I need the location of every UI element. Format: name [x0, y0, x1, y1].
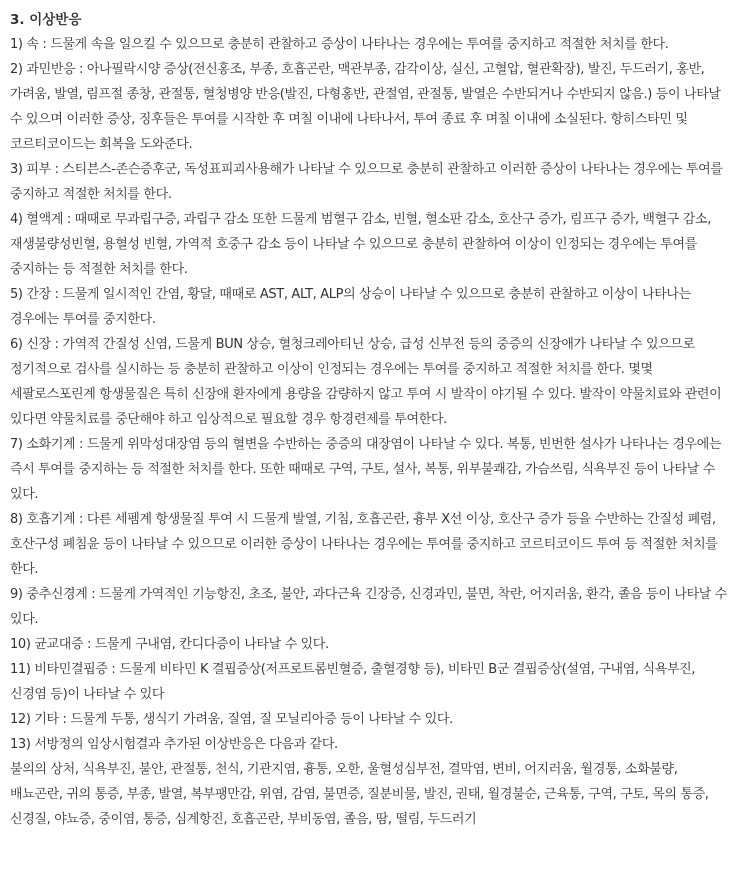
adverse-reaction-item-digestive: 7) 소화기계 : 드물게 위막성대장염 등의 혈변을 수반하는 중증의 대장염이 나타날 수 있다. 복통, 빈번한 설사가 나타나는 경우에는 즉시 투여를 중지하는 등 적절한 처치를 한다. 또한 때때로 구역, 구토, 설사, 복통, 위부불쾌감, 가슴쓰림, 식욕부진 등이 나타날 수 있다. — [10, 437, 722, 502]
adverse-reaction-item-other: 12) 기타 : 드물게 두통, 생식기 가려움, 질염, 질 모닐리아증 등이 나타날 수 있다. — [10, 712, 453, 727]
adverse-reaction-item-shock: 1) 속 : 드물게 속을 일으킬 수 있으므로 충분히 관찰하고 증상이 나타나는 경우에는 투여를 중지하고 적절한 처치를 한다. — [10, 37, 669, 52]
adverse-reaction-item-superinfection: 10) 균교대증 : 드물게 구내염, 칸디다증이 나타날 수 있다. — [10, 637, 329, 652]
section-heading: 3. 이상반응 — [10, 12, 82, 28]
adverse-reaction-item-clinical-trial: 13) 서방정의 임상시험결과 추가된 이상반응은 다음과 같다. — [10, 737, 338, 752]
adverse-reaction-item-cns: 9) 중추신경계 : 드물게 가역적인 기능항진, 초조, 불안, 과다근육 긴장증, 신경과민, 불면, 착란, 어지러움, 환각, 졸음 등이 나타날 수 있다. — [10, 587, 727, 627]
adverse-reaction-item-kidney: 6) 신장 : 가역적 간질성 신염, 드물게 BUN 상승, 혈청크레아티닌 상승, 급성 신부전 등의 중증의 신장애가 나타날 수 있으므로 정기적으로 검사를 실시하는 등 충분히 관찰하고 이상이 인정되는 경우에는 투여를 중지하고 적절한 처치를 한다. 몇몇 세팔로스포린계 항생물질은 특히 신장애 환자에게 용량을 감량하지 않고 투여 시 발작이 야기될 수 있다. 발작이 약물치료와 관련이 있다면 약물치료를 중단해야 하고 임상적으로 필요할 경우 항경련제를 투여한다. — [10, 337, 722, 427]
adverse-reaction-item-skin: 3) 피부 : 스티븐스-존슨증후군, 독성표피괴사용해가 나타날 수 있으므로 충분히 관찰하고 이러한 증상이 나타나는 경우에는 투여를 중지하고 적절한 처치를 한다. — [10, 162, 723, 202]
adverse-reaction-list: 불의의 상처, 식욕부진, 불안, 관절통, 천식, 기관지염, 흉통, 오한, 울혈성심부전, 결막염, 변비, 어지러움, 월경통, 소화불량, 배뇨곤란, 귀의 통증, 부종, 발열, 복부팽만감, 위염, 감염, 불면증, 질분비물, 발진, 권태, 월경불순, 근육통, 구역, 구토, 목의 통증, 신경질, 야뇨증, 중이염, 통증, 심계항진, 호흡곤란, 부비동염, 졸음, 땀, 떨림, 두드러기 — [10, 762, 709, 827]
adverse-reaction-item-respiratory: 8) 호흡기계 : 다른 세펨계 항생물질 투여 시 드물게 발열, 기침, 호흡곤란, 흉부 X선 이상, 호산구 증가 등을 수반하는 간질성 폐렴, 호산구성 폐침윤 등이 나타날 수 있으므로 이러한 증상이 나타나는 경우에는 투여를 중지하고 코르티코이드 투여 등 적절한 처치를 한다. — [10, 512, 718, 577]
adverse-reaction-item-blood: 4) 혈액계 : 때때로 무과립구증, 과립구 감소 또한 드물게 범혈구 감소, 빈혈, 혈소판 감소, 호산구 증가, 림프구 증가, 백혈구 감소, 재생불량성빈혈, 용혈성 빈혈, 가역적 호중구 감소 등이 나타날 수 있으므로 충분히 관찰하여 이상이 인정되는 경우에는 투여를 중지하는 등 적절한 처치를 한다. — [10, 212, 711, 277]
adverse-reaction-item-vitamin-deficiency: 11) 비타민결핍증 : 드물게 비타민 K 결핍증상(저프로트롬빈혈증, 출혈경향 등), 비타민 B군 결핍증상(설염, 구내염, 식욕부진, 신경염 등)이 나타날 수 있다 — [10, 662, 696, 702]
adverse-reaction-item-liver: 5) 간장 : 드물게 일시적인 간염, 황달, 때때로 AST, ALT, ALP의 상승이 나타날 수 있으므로 충분히 관찰하고 이상이 나타나는 경우에는 투여를 중지한다. — [10, 287, 691, 327]
adverse-reaction-item-hypersensitivity: 2) 과민반응 : 아나필락시양 증상(전신홍조, 부종, 호흡곤란, 맥관부종, 감각이상, 실신, 고혈압, 혈관확장), 발진, 두드러기, 홍반, 가려움, 발열, 림프절 종창, 관절통, 혈청병양 반응(발진, 다형홍반, 관절염, 관절통, 발열은 수반되거나 수반되지 않음.) 등이 나타날 수 있으며 이러한 증상, 징후들은 투여를 시작한 후 며칠 이내에 나타나서, 투여 종료 후 며칠 이내에 소실된다. 항히스타민 및 코르티코이드는 회복을 도와준다. — [10, 62, 721, 152]
